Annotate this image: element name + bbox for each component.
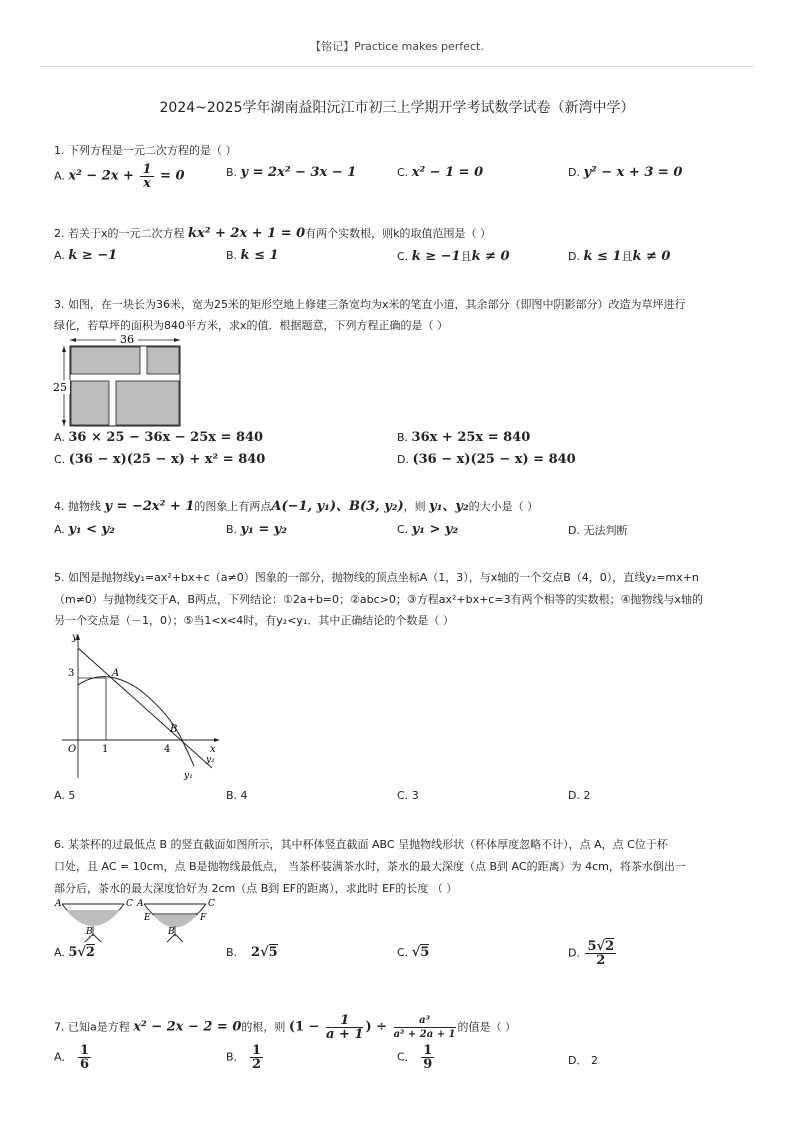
q6-option-a[interactable]: A. 5√2 — [54, 945, 95, 960]
q5-option-d[interactable]: D. 2 — [568, 789, 591, 802]
lawn-2 — [147, 347, 179, 374]
q5-option-b[interactable]: B. 4 — [226, 789, 248, 802]
q6-fig1-b: B — [86, 927, 93, 937]
q5-stem-line2: （m≠0）与抛物线交于A，B两点，下列结论：①2a+b=0；②abc>0；③方程ax²+bx+c=3有两个相等的实数根；④抛物线与x轴的 — [54, 593, 703, 606]
q5-stem-line1: 5. 如图是抛物线y₁=ax²+bx+c（a≠0）图象的一部分，抛物线的顶点坐标A（1，3），与x轴的一个交点B（4，0），直线y₂=mx+n — [54, 571, 699, 584]
q6-stem-line2: 口处，且 AC = 10cm，点 B是抛物线最低点， 当茶杯装满茶水时，茶水的最大深度（点 B到 AC的距离）为 4cm，将茶水倒出一 — [54, 860, 686, 873]
q1-option-a[interactable]: A. x² − 2x + $\frac{1}{x}$ = 0 — [54, 162, 185, 191]
q4-option-d[interactable]: D. 无法判断 — [568, 524, 628, 537]
q1-option-b[interactable]: B. y = 2x² − 3x − 1 — [226, 165, 357, 180]
page-title: 2024~2025学年湖南益阳沅江市初三上学期开学考试数学试卷（新湾中学） — [159, 100, 635, 116]
q5-origin-label: O — [68, 744, 77, 755]
q5-tick-3: 3 — [68, 668, 75, 679]
q6-figure — [52, 896, 222, 944]
lawn-1 — [71, 347, 140, 374]
q5-line-y2 — [78, 648, 212, 768]
q6-stem-line1: 6. 某茶杯的过最低点 B 的竖直截面如图所示，其中杯体竖直截面 ABC 呈抛物线形状（杯体厚度忽略不计），点 A，点 C位于杯 — [54, 838, 668, 851]
q5-figure — [52, 628, 224, 782]
q5-point-b: B — [170, 724, 178, 735]
q6-fig2-c: C — [208, 899, 215, 909]
q6-fig1-a: A — [55, 899, 62, 909]
q5-y-axis-label: y — [72, 632, 78, 643]
q2-option-c[interactable]: C. k ≥ −1且k ≠ 0 — [397, 249, 510, 264]
q5-tick-4: 4 — [164, 744, 171, 755]
q3-option-d[interactable]: D. (36 − x)(25 − x) = 840 — [397, 452, 576, 467]
header-motto: 【铭记】Practice makes perfect. — [310, 40, 484, 53]
q5-option-c[interactable]: C. 3 — [397, 789, 419, 802]
q6-option-c[interactable]: C. √5 — [397, 945, 430, 960]
lawn-3 — [71, 381, 109, 425]
q3-stem-line2: 绿化，若草坪的面积为840平方米，求x的值．根据题意，下列方程正确的是（ ） — [54, 319, 448, 332]
q4-option-a[interactable]: A. y₁ < y₂ — [54, 522, 115, 537]
q4-option-c[interactable]: C. y₁ > y₂ — [397, 522, 459, 537]
q3-stem-line1: 3. 如图，在一块长为36米，宽为25米的矩形空地上修建三条宽均为x米的笔直小道，其余部分（即图中阴影部分）改造为草坪进行 — [54, 298, 686, 311]
q5-stem-line3: 另一个交点是（－1，0）；⑤当1<x<4时，有y₂<y₁．其中正确结论的个数是（ ） — [54, 614, 454, 627]
q4-option-b[interactable]: B. y₁ = y₂ — [226, 522, 287, 537]
q1-option-c[interactable]: C. x² − 1 = 0 — [397, 165, 484, 180]
q5-point-a: A — [112, 668, 120, 679]
q2-option-a[interactable]: A. k ≥ −1 — [54, 248, 118, 263]
q6-fig2-a: A — [137, 899, 144, 909]
q6-option-d[interactable]: D. $\frac{5√2}{2}$ — [568, 939, 615, 968]
q2-stem: 2. 若关于x的一元二次方程 kx² + 2x + 1 = 0有两个实数根，则k的取值范围是（ ） — [54, 226, 492, 241]
q3-option-b[interactable]: B. 36x + 25x = 840 — [397, 430, 531, 445]
q7-option-c[interactable]: C． $\frac{1}{9}$ — [397, 1043, 433, 1072]
q5-tick-1: 1 — [102, 744, 109, 755]
q7-option-b[interactable]: B． $\frac{1}{2}$ — [226, 1043, 262, 1072]
q2-option-b[interactable]: B. k ≤ 1 — [226, 248, 279, 263]
lawn-4 — [116, 381, 179, 425]
q5-label-y1: y₁ — [184, 771, 193, 781]
q6-fig1-c: C — [126, 899, 133, 909]
q1-stem: 1. 下列方程是一元二次方程的是（ ） — [54, 144, 237, 157]
q1-option-d[interactable]: D. y² − x + 3 = 0 — [568, 165, 683, 180]
q7-option-d[interactable]: D． 2 — [568, 1054, 598, 1067]
q5-x-axis-label: x — [210, 744, 216, 755]
q3-width-label: 36 — [120, 334, 134, 346]
q3-option-c[interactable]: C. (36 − x)(25 − x) + x² = 840 — [54, 452, 266, 467]
q3-option-a[interactable]: A. 36 × 25 − 36x − 25x = 840 — [54, 430, 264, 445]
q3-figure — [52, 334, 184, 430]
q6-option-b[interactable]: B. 2√5 — [226, 945, 278, 960]
q5-option-a[interactable]: A. 5 — [54, 789, 76, 802]
q7-option-a[interactable]: A． $\frac{1}{6}$ — [54, 1043, 90, 1072]
q4-stem: 4. 抛物线 y = −2x² + 1的图象上有两点A(−1, y₁)、B(3, y₂)，则 y₁、y₂的大小是（ ） — [54, 499, 539, 514]
q2-option-d[interactable]: D. k ≤ 1且k ≠ 0 — [568, 249, 671, 264]
header-divider — [40, 66, 754, 67]
q3-height-label: 25 — [53, 381, 67, 394]
q7-stem: 7. 已知a是方程 x² − 2x − 2 = 0的根，则 (1 − $\frac{1}{a + 1}$ ) ÷ $\frac{\text{a³}}{\text{a² + 2a + 1}}$ 的值是（ ） — [54, 1013, 517, 1042]
q5-label-y2: y₂ — [206, 755, 215, 765]
q6-fig2-f: F — [200, 913, 207, 923]
q6-stem-line3: 部分后，茶水的最大深度恰好为 2cm（点 B到 EF的距离），求此时 EF的长度 （ ） — [54, 882, 458, 895]
q6-fig2-b: B — [168, 927, 175, 937]
q6-fig2-e: E — [144, 913, 151, 923]
q5-parabola-y1 — [78, 677, 194, 766]
